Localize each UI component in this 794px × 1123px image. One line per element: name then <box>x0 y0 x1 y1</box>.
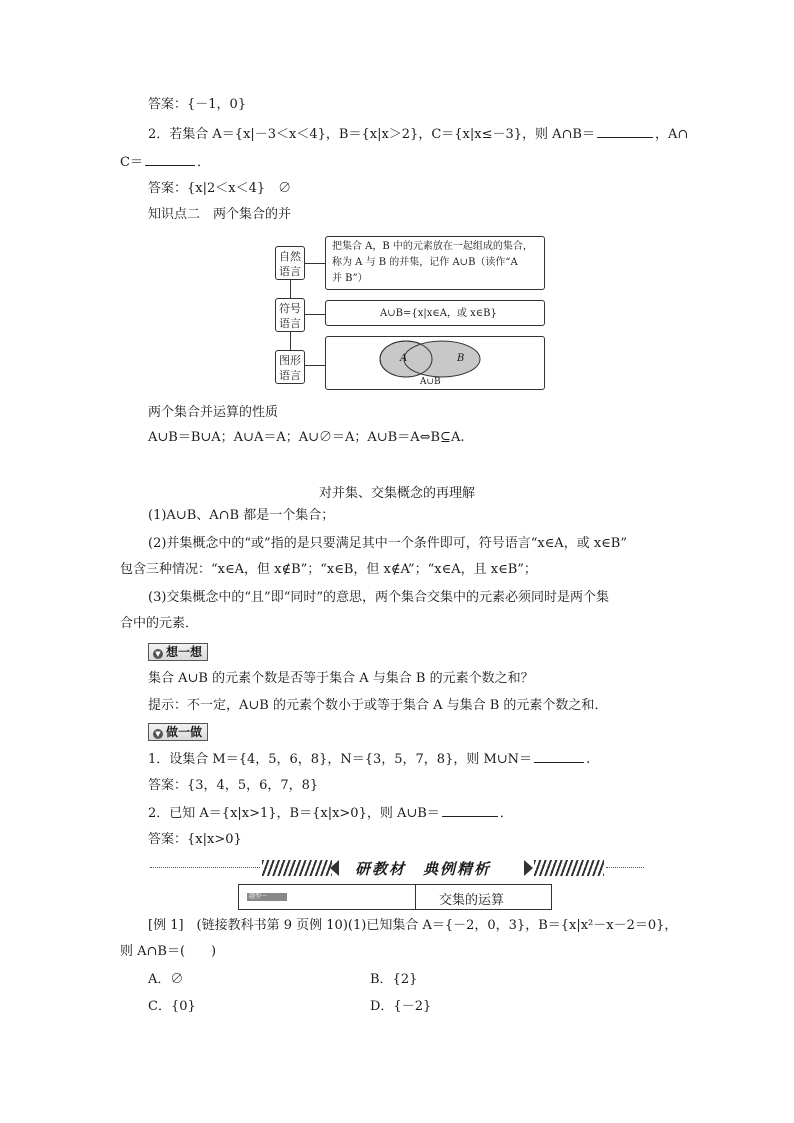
banner-title: 研教材 典例精析 <box>355 860 492 878</box>
answer-blank <box>442 804 498 817</box>
point-3-line1: (3)交集概念中的“且”即“同时”的意思，两个集合交集中的元素必须同时是两个集 <box>148 590 609 605</box>
point-2-line2: 包含三种情况：“x∈A，但 x∉B”；“x∈B，但 x∉A”；“x∈A，且 x∈B”； <box>120 562 537 577</box>
example-1-line2: 则 A∩B＝( ) <box>120 944 217 959</box>
option-b: B．{2} <box>370 972 418 987</box>
topic-box <box>238 884 552 910</box>
exercise-1-text: 1．设集合 M＝{4，5，6，8}，N＝{3，5，7，8}，则 M∪N＝ <box>148 752 533 767</box>
answer-blank <box>597 125 653 138</box>
banner-stripes <box>534 860 604 876</box>
natural-language-text-2: 称为 A 与 B 的并集，记作 A∪B（读作“A <box>332 257 518 268</box>
venn-label-b: B <box>457 353 465 364</box>
answer-2: 答案：{x|2＜x＜4} ∅ <box>148 181 292 196</box>
section-heading: 对并集、交集概念的再理解 <box>318 486 475 501</box>
exercise-1 <box>148 750 590 769</box>
symbol-language-box <box>325 300 545 326</box>
connector <box>305 314 325 315</box>
think-hint: 提示：不一定，A∪B 的元素个数小于或等于集合 A 与集合 B 的元素个数之和． <box>148 698 608 713</box>
question-2-text-a: 2．若集合 A＝{x|－3＜x＜4}，B＝{x|x＞2}，C＝{x|x≤－3}，则 A∩B＝ <box>148 127 595 142</box>
question-2-text-b: ，A∩ <box>655 127 689 142</box>
option-c: C．{0} <box>148 999 196 1014</box>
exercise-2-end: ． <box>499 806 513 821</box>
natural-language-text-1: 把集合 A，B 中的元素放在一起组成的集合， <box>332 241 533 252</box>
exercise-1-answer: 答案：{3，4，5，6，7，8} <box>148 778 319 793</box>
think-badge <box>148 643 208 661</box>
exercise-2-text: 2．已知 A＝{x|x>1}，B＝{x|x>0}，则 A∪B＝ <box>148 806 440 821</box>
triangle-icon: ▼ <box>153 729 163 739</box>
connector <box>290 332 291 350</box>
do-badge <box>148 723 208 741</box>
connector <box>290 280 291 298</box>
connector <box>305 365 325 366</box>
topic-title: 交集的运算 <box>439 893 505 908</box>
topic-divider <box>415 885 416 909</box>
option-d: D．{－2} <box>370 999 432 1014</box>
knowledge-point-heading: 知识点二 两个集合的并 <box>148 207 292 222</box>
union-properties-heading: 两个集合并运算的性质 <box>148 405 279 420</box>
left-arrow-icon <box>330 860 339 876</box>
point-1: (1)A∪B、A∩B 都是一个集合； <box>148 508 335 523</box>
symbol-language-label: 符号语言 <box>275 298 305 332</box>
dotted-rule <box>150 867 260 868</box>
section-banner <box>150 857 644 879</box>
question-2-text-c: C＝ <box>120 155 143 170</box>
graph-language-box <box>325 336 545 390</box>
point-3-line2: 合中的元素． <box>120 616 199 631</box>
exercise-2 <box>148 804 513 823</box>
think-badge-label: 想一想 <box>166 645 203 659</box>
union-properties: A∪B＝B∪A；A∪A＝A；A∪∅＝A；A∪B＝A⇔B⊆A. <box>148 430 465 445</box>
natural-language-box <box>325 236 545 290</box>
example-1-line1: [例 1] (链接教科书第 9 页例 10)(1)已知集合 A＝{－2，0，3}，B＝{x|x²－x－2＝0}， <box>148 918 678 933</box>
dotted-rule <box>606 867 644 868</box>
answer-1: 答案：{－1，0} <box>148 97 247 112</box>
point-2-line1: (2)并集概念中的“或”指的是只要满足其中一个条件即可，符号语言“x∈A，或 x∈B” <box>148 536 627 551</box>
connector <box>305 263 325 264</box>
natural-language-label: 自然语言 <box>275 246 305 280</box>
topic-tag: 题型一 <box>247 893 287 901</box>
symbol-language-text: A∪B={x|x∈A，或 x∈B} <box>380 308 497 319</box>
exercise-1-end: . <box>586 752 591 767</box>
do-badge-label: 做一做 <box>166 725 203 739</box>
answer-blank <box>534 750 584 763</box>
exercise-2-answer: 答案：{x|x>0} <box>148 832 242 847</box>
triangle-icon: ▼ <box>153 649 163 659</box>
graph-language-label: 图形语言 <box>275 350 305 384</box>
question-2-line2 <box>120 153 210 172</box>
venn-label-a: A <box>400 353 408 364</box>
option-a: A．∅ <box>148 972 184 987</box>
question-2-line1 <box>148 125 688 144</box>
natural-language-text-3: 并 B”） <box>332 273 368 284</box>
think-question: 集合 A∪B 的元素个数是否等于集合 A 与集合 B 的元素个数之和？ <box>148 671 534 686</box>
banner-stripes <box>262 860 332 876</box>
venn-caption: A∪B <box>420 377 441 387</box>
question-2-text-d: ． <box>196 155 210 170</box>
right-arrow-icon <box>524 860 533 876</box>
answer-blank <box>145 153 195 166</box>
